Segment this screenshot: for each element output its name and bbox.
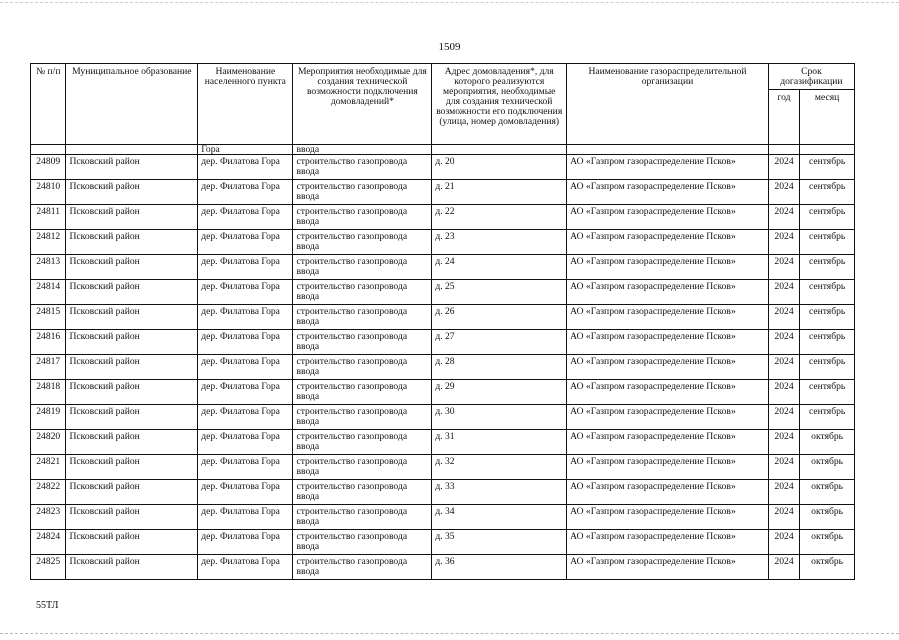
cell-address <box>432 145 567 155</box>
cell-municipality: Псковский район <box>66 255 198 280</box>
table-row <box>31 255 855 280</box>
cell-address: д. 34 <box>432 505 567 530</box>
cell-num: 24824 <box>31 530 66 555</box>
cell-municipality: Псковский район <box>66 430 198 455</box>
cell-municipality: Псковский район <box>66 455 198 480</box>
cell-month: сентябрь <box>800 155 855 180</box>
cell-address: д. 36 <box>432 555 567 580</box>
cell-num: 24810 <box>31 180 66 205</box>
cell-municipality: Псковский район <box>66 155 198 180</box>
header-year: год <box>768 90 799 145</box>
cell-year: 2024 <box>768 455 799 480</box>
cell-organization: АО «Газпром газораспределение Псков» <box>567 530 769 555</box>
cell-num: 24820 <box>31 430 66 455</box>
cell-num: 24817 <box>31 355 66 380</box>
cell-municipality: Псковский район <box>66 180 198 205</box>
header-organization: Наименование газораспределительной организации <box>567 64 769 145</box>
cell-year: 2024 <box>768 230 799 255</box>
gasification-table <box>30 63 855 580</box>
cell-activities: строительство газопровода ввода <box>293 280 432 305</box>
cell-month: сентябрь <box>800 230 855 255</box>
cell-organization: АО «Газпром газораспределение Псков» <box>567 255 769 280</box>
cell-activities: строительство газопровода ввода <box>293 480 432 505</box>
cell-num: 24818 <box>31 380 66 405</box>
table-row <box>31 480 855 505</box>
header-activities: Мероприятия необходимые для создания технической возможности подключения домовладений* <box>293 64 432 145</box>
cell-settlement: дер. Филатова Гора <box>198 455 293 480</box>
table-row <box>31 305 855 330</box>
cell-month: сентябрь <box>800 405 855 430</box>
cell-municipality: Псковский район <box>66 280 198 305</box>
cell-activities: строительство газопровода ввода <box>293 530 432 555</box>
cell-settlement: дер. Филатова Гора <box>198 205 293 230</box>
table-row <box>31 155 855 180</box>
cell-municipality: Псковский район <box>66 480 198 505</box>
cell-num: 24811 <box>31 205 66 230</box>
scan-artifact-top <box>0 2 899 4</box>
cell-organization: АО «Газпром газораспределение Псков» <box>567 430 769 455</box>
cell-settlement: дер. Филатова Гора <box>198 305 293 330</box>
cell-month <box>800 145 855 155</box>
cell-num: 24809 <box>31 155 66 180</box>
cell-month: октябрь <box>800 555 855 580</box>
header-num: № п/п <box>31 64 66 145</box>
cell-organization: АО «Газпром газораспределение Псков» <box>567 405 769 430</box>
cell-address: д. 30 <box>432 405 567 430</box>
cell-year <box>768 145 799 155</box>
cell-num: 24813 <box>31 255 66 280</box>
cell-municipality: Псковский район <box>66 305 198 330</box>
table-row <box>31 230 855 255</box>
table-row <box>31 455 855 480</box>
cell-year: 2024 <box>768 355 799 380</box>
cell-year: 2024 <box>768 280 799 305</box>
cell-activities: строительство газопровода ввода <box>293 505 432 530</box>
cell-num: 24819 <box>31 405 66 430</box>
cell-num: 24816 <box>31 330 66 355</box>
cell-settlement: дер. Филатова Гора <box>198 405 293 430</box>
cell-month: сентябрь <box>800 180 855 205</box>
table-row <box>31 380 855 405</box>
cell-settlement: дер. Филатова Гора <box>198 555 293 580</box>
cell-year: 2024 <box>768 405 799 430</box>
cell-num <box>31 145 66 155</box>
cell-organization: АО «Газпром газораспределение Псков» <box>567 505 769 530</box>
cell-municipality: Псковский район <box>66 330 198 355</box>
table-row <box>31 280 855 305</box>
cell-month: октябрь <box>800 505 855 530</box>
cell-address: д. 23 <box>432 230 567 255</box>
cell-month: сентябрь <box>800 330 855 355</box>
cell-year: 2024 <box>768 555 799 580</box>
cell-year: 2024 <box>768 380 799 405</box>
cell-settlement: дер. Филатова Гора <box>198 530 293 555</box>
cell-municipality <box>66 145 198 155</box>
cell-address: д. 22 <box>432 205 567 230</box>
cell-activities: строительство газопровода ввода <box>293 255 432 280</box>
cell-num: 24812 <box>31 230 66 255</box>
cell-activities: строительство газопровода ввода <box>293 405 432 430</box>
cell-month: сентябрь <box>800 305 855 330</box>
cell-organization: АО «Газпром газораспределение Псков» <box>567 155 769 180</box>
cell-settlement: дер. Филатова Гора <box>198 505 293 530</box>
cell-address: д. 29 <box>432 380 567 405</box>
cell-municipality: Псковский район <box>66 530 198 555</box>
cell-month: октябрь <box>800 480 855 505</box>
cell-num: 24822 <box>31 480 66 505</box>
continuation-row <box>31 145 855 155</box>
cell-year: 2024 <box>768 155 799 180</box>
cell-address: д. 35 <box>432 530 567 555</box>
cell-settlement: дер. Филатова Гора <box>198 480 293 505</box>
cell-organization: АО «Газпром газораспределение Псков» <box>567 330 769 355</box>
header-address: Адрес домовладения*, для которого реализуются мероприятия, необходимые для создания технической возможности его подключения (улица, номер домовладения) <box>432 64 567 145</box>
cell-month: сентябрь <box>800 280 855 305</box>
cell-month: октябрь <box>800 530 855 555</box>
table-row <box>31 180 855 205</box>
cell-municipality: Псковский район <box>66 355 198 380</box>
cell-organization: АО «Газпром газораспределение Псков» <box>567 480 769 505</box>
table-row <box>31 330 855 355</box>
cell-num: 24821 <box>31 455 66 480</box>
cell-activities: строительство газопровода ввода <box>293 380 432 405</box>
cell-municipality: Псковский район <box>66 205 198 230</box>
cell-municipality: Псковский район <box>66 230 198 255</box>
cell-num: 24825 <box>31 555 66 580</box>
cell-year: 2024 <box>768 530 799 555</box>
cell-activities: строительство газопровода ввода <box>293 205 432 230</box>
cell-settlement: дер. Филатова Гора <box>198 155 293 180</box>
cell-month: сентябрь <box>800 205 855 230</box>
cell-activities: строительство газопровода ввода <box>293 455 432 480</box>
cell-activities: строительство газопровода ввода <box>293 305 432 330</box>
cell-address: д. 33 <box>432 480 567 505</box>
table-header <box>31 64 855 145</box>
cell-activities: строительство газопровода ввода <box>293 180 432 205</box>
cell-organization: АО «Газпром газораспределение Псков» <box>567 355 769 380</box>
cell-year: 2024 <box>768 180 799 205</box>
cell-organization: АО «Газпром газораспределение Псков» <box>567 280 769 305</box>
cell-settlement: дер. Филатова Гора <box>198 330 293 355</box>
cell-organization: АО «Газпром газораспределение Псков» <box>567 305 769 330</box>
cell-settlement: дер. Филатова Гора <box>198 380 293 405</box>
table-row <box>31 505 855 530</box>
cell-address: д. 20 <box>432 155 567 180</box>
cell-year: 2024 <box>768 305 799 330</box>
cell-organization: АО «Газпром газораспределение Псков» <box>567 180 769 205</box>
cell-settlement: Гора <box>198 145 293 155</box>
cell-address: д. 32 <box>432 455 567 480</box>
scan-artifact-bottom <box>0 633 899 635</box>
cell-num: 24823 <box>31 505 66 530</box>
cell-address: д. 27 <box>432 330 567 355</box>
cell-activities: ввода <box>293 145 432 155</box>
cell-month: сентябрь <box>800 380 855 405</box>
cell-settlement: дер. Филатова Гора <box>198 280 293 305</box>
header-deadline: Срок догазификации <box>768 64 854 90</box>
header-municipality: Муниципальное образование <box>66 64 198 145</box>
table-row <box>31 555 855 580</box>
cell-address: д. 25 <box>432 280 567 305</box>
cell-activities: строительство газопровода ввода <box>293 355 432 380</box>
cell-activities: строительство газопровода ввода <box>293 555 432 580</box>
cell-month: сентябрь <box>800 255 855 280</box>
cell-address: д. 21 <box>432 180 567 205</box>
table-row <box>31 430 855 455</box>
cell-settlement: дер. Филатова Гора <box>198 230 293 255</box>
cell-num: 24815 <box>31 305 66 330</box>
cell-year: 2024 <box>768 255 799 280</box>
cell-municipality: Псковский район <box>66 505 198 530</box>
cell-month: сентябрь <box>800 355 855 380</box>
table-row <box>31 205 855 230</box>
cell-settlement: дер. Филатова Гора <box>198 180 293 205</box>
cell-settlement: дер. Филатова Гора <box>198 430 293 455</box>
cell-municipality: Псковский район <box>66 555 198 580</box>
cell-year: 2024 <box>768 480 799 505</box>
header-month: месяц <box>800 90 855 145</box>
table-body <box>31 145 855 580</box>
cell-activities: строительство газопровода ввода <box>293 155 432 180</box>
cell-address: д. 26 <box>432 305 567 330</box>
cell-municipality: Псковский район <box>66 380 198 405</box>
cell-organization: АО «Газпром газораспределение Псков» <box>567 230 769 255</box>
table-row <box>31 355 855 380</box>
cell-year: 2024 <box>768 205 799 230</box>
cell-organization <box>567 145 769 155</box>
cell-address: д. 31 <box>432 430 567 455</box>
header-settlement: Наименование населенного пункта <box>198 64 293 145</box>
cell-activities: строительство газопровода ввода <box>293 430 432 455</box>
document-code: 55ТЛ <box>36 600 59 611</box>
cell-organization: АО «Газпром газораспределение Псков» <box>567 380 769 405</box>
cell-year: 2024 <box>768 330 799 355</box>
cell-organization: АО «Газпром газораспределение Псков» <box>567 555 769 580</box>
cell-activities: строительство газопровода ввода <box>293 330 432 355</box>
cell-month: октябрь <box>800 430 855 455</box>
cell-month: октябрь <box>800 455 855 480</box>
cell-organization: АО «Газпром газораспределение Псков» <box>567 455 769 480</box>
cell-year: 2024 <box>768 505 799 530</box>
cell-municipality: Псковский район <box>66 405 198 430</box>
cell-organization: АО «Газпром газораспределение Псков» <box>567 205 769 230</box>
table-row <box>31 405 855 430</box>
cell-address: д. 28 <box>432 355 567 380</box>
cell-num: 24814 <box>31 280 66 305</box>
table-row <box>31 530 855 555</box>
cell-settlement: дер. Филатова Гора <box>198 255 293 280</box>
cell-address: д. 24 <box>432 255 567 280</box>
cell-year: 2024 <box>768 430 799 455</box>
cell-settlement: дер. Филатова Гора <box>198 355 293 380</box>
cell-activities: строительство газопровода ввода <box>293 230 432 255</box>
page-number: 1509 <box>438 41 461 53</box>
